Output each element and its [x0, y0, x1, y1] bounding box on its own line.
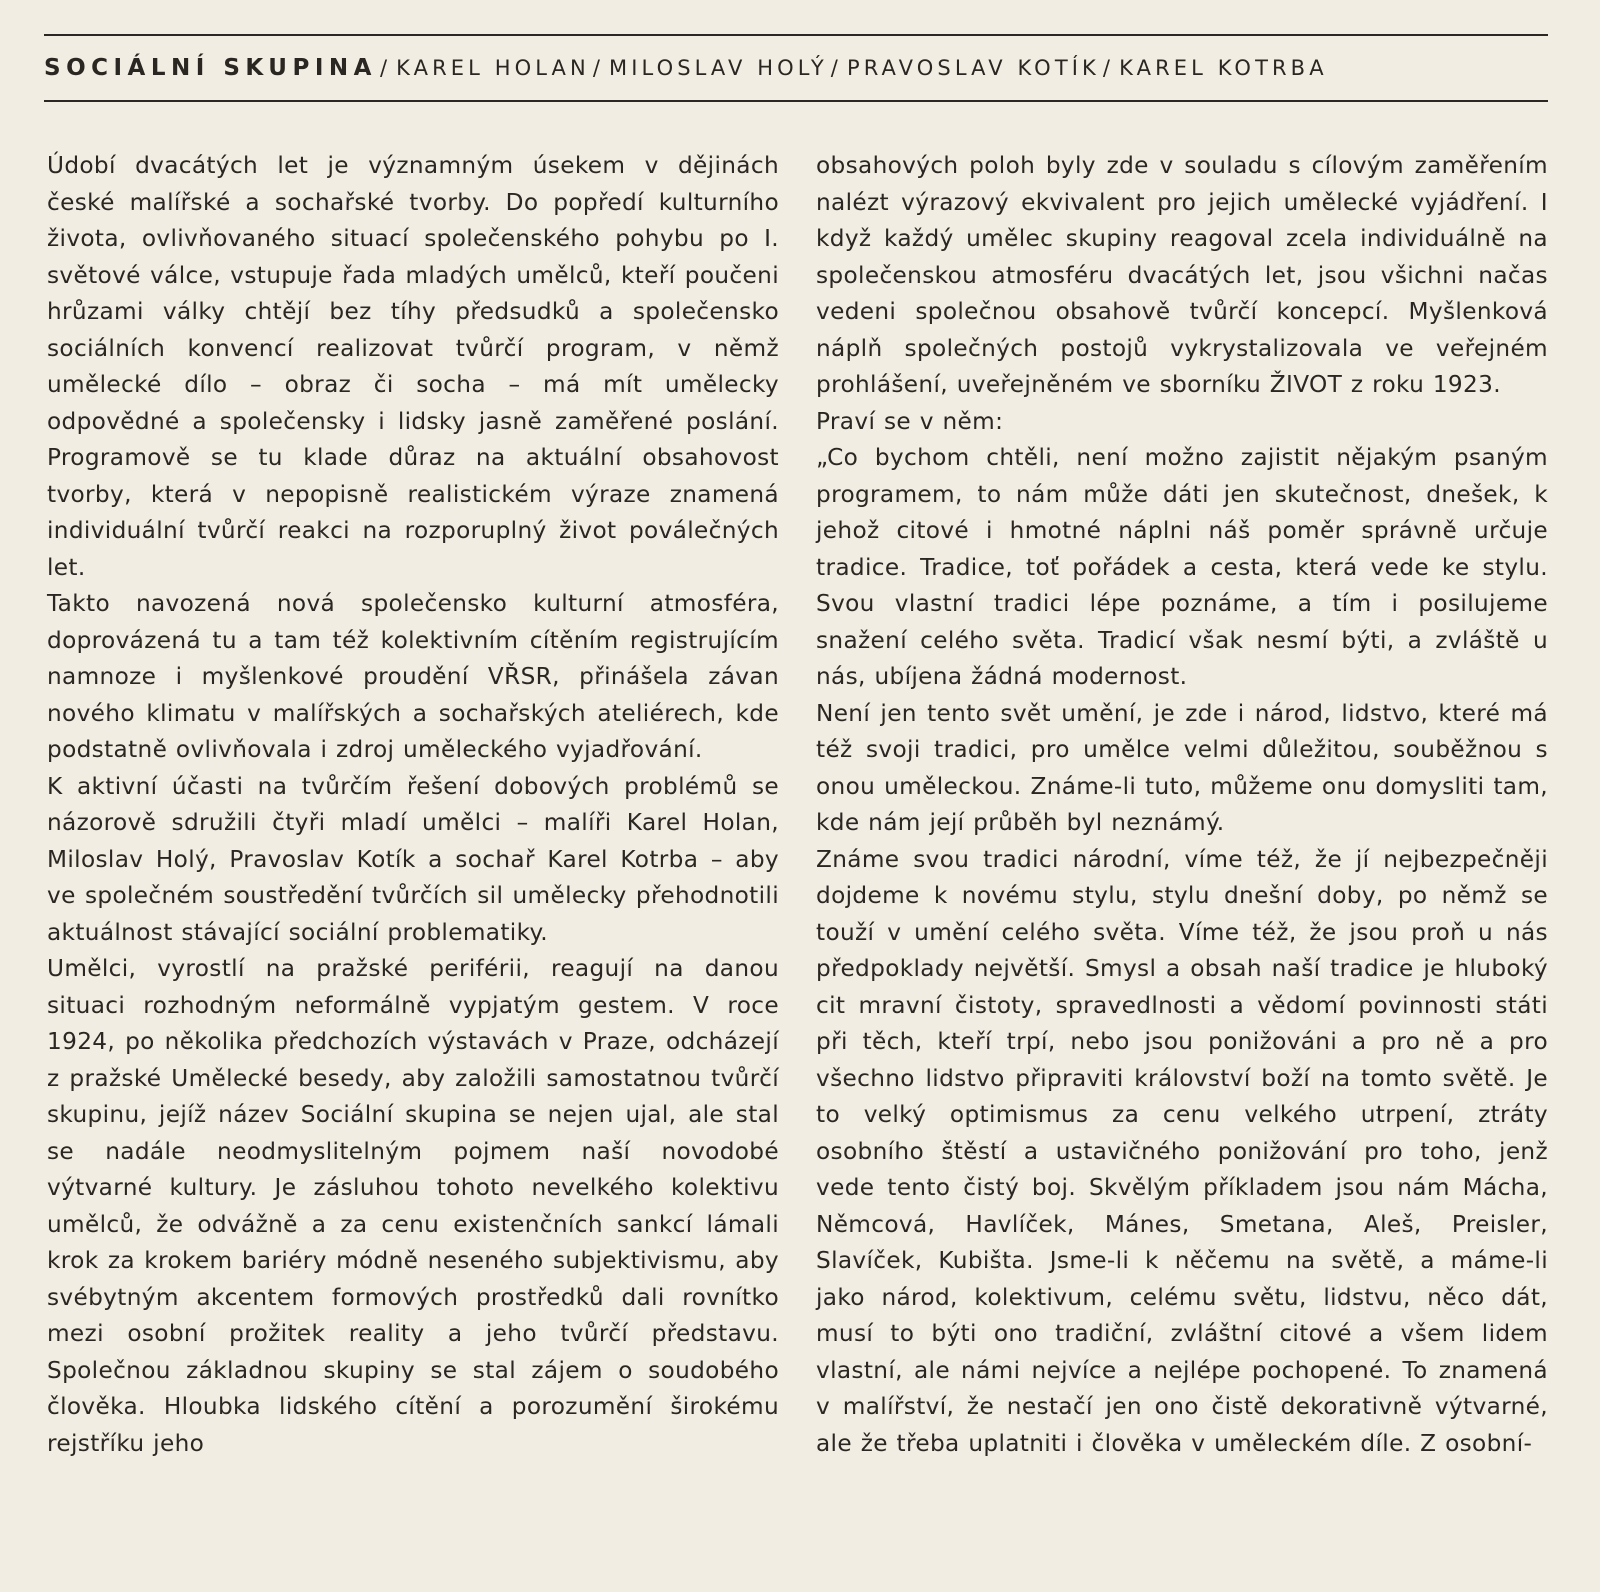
author-name: KAREL KOTRBA: [1119, 56, 1328, 80]
separator: /: [379, 56, 392, 80]
separator: /: [592, 56, 605, 80]
quote-paragraph: „Co bychom chtěli, není možno zajistit nějakým psaným programem, to nám může dáti jen skutečnost, dnešek, k jehož citové i hmotné náplni náš poměr správně určuje tradice. Tradice, toť pořádek a cesta, která vede ke stylu. Svou vlastní tradici lépe poznáme, a tím i posilujeme snažení celého světa. Tradicí však nesmí býti, a zvláště u nás, ubíjena žádná modernost.: [816, 444, 1548, 690]
paragraph: Údobí dvacátých let je významným úsekem v dějinách české malířské a sochařské tvorby. Do popředí kulturního života, ovlivňovaného situací společenského pohybu po I. světové válce, vstupuje řada mladých umělců, kteří poučeni hrůzami války chtějí bez tíhy předsudků a společensko sociálních konvencí realizovat tvůrčí program, v němž umělecké dílo – obraz či socha – má mít umělecky odpovědné a společensky i lidsky jasně zaměřené poslání. Programově se tu klade důraz na aktuální obsahovost tvorby, která v nepopisně realistickém výraze znamená individuální tvůrčí reakci na rozporuplný život poválečných let.: [47, 152, 779, 581]
paragraph: Umělci, vyrostlí na pražské periférii, reagují na danou situaci rozhodným neformálně vypjatým gestem. V roce 1924, po několika předchozích výstavách v Praze, odcházejí z pražské Umělecké besedy, aby založili samostatnou tvůrčí skupinu, jejíž název Sociální skupina se nejen ujal, ale stal se nadále neodmyslitelným pojmem naší novodobé výtvarné kultury. Je zásluhou tohoto nevelkého kolektivu umělců, že odvážně a za cenu existenčních sankcí lámali krok za krokem bariéry módně neseného subjektivismu, aby svébytným akcentem formových prostředků dali rovnítko mezi osobní prožitek reality a jeho tvůrčí představu. Společnou základnou skupiny se stal zájem o soudobého člověka. Hloubka lidského cítění a porozumění širokému rejstříku jeho: [47, 955, 779, 1457]
paragraph: K aktivní účasti na tvůrčím řešení dobových problémů se názorově sdružili čtyři mladí umělci – malíři Karel Holan, Miloslav Holý, Pravoslav Kotík a sochař Karel Kotrba – aby ve společném soustředění tvůrčích sil umělecky přehodnotili aktuálnost stávající sociální problematiky.: [47, 772, 779, 946]
quote-paragraph: Známe svou tradici národní, víme též, že jí nejbezpečněji dojdeme k novému stylu, stylu dnešní doby, po němž se touží v umění celého světa. Víme též, že jsou proň u nás předpoklady největší. Smysl a obsah naší tradice je hluboký cit mravní čistoty, spravedlnosti a vědomí povinnosti státi při těch, kteří trpí, nebo jsou ponižováni a pro ně a pro všechno lidstvo připraviti království boží na tomto světě. Je to velký optimismus za cenu velkého utrpení, ztráty osobního štěstí a ustavičného ponižování pro toho, jenž vede tento čistý boj. Skvělým příkladem jsou nám Mácha, Němcová, Havlíček, Mánes, Smetana, Aleš, Preisler, Slavíček, Kubišta. Jsme-li k něčemu na světě, a máme-li jako národ, kolektivum, celému světu, lidstvu, něco dát, musí to býti ono tradiční, zvláštní citové a všem lidem vlastní, ale námi nejvíce a nejlépe pochopené. To znamená v malířství, že nestačí jen ono čistě dekorativně výtvarné, ale že třeba uplatniti i člověka v uměleckém díle. Z osobní-: [816, 845, 1548, 1457]
paragraph: Praví se v něm:: [816, 407, 1004, 435]
separator: /: [1102, 56, 1115, 80]
right-column: [816, 148, 1548, 1462]
left-column: [47, 148, 779, 1462]
author-name: PRAVOSLAV KOTÍK: [846, 56, 1100, 80]
header-bottom-rule: [44, 100, 1548, 102]
paragraph: obsahových poloh byly zde v souladu s cílovým zaměřením nalézt výrazový ekvivalent pro jejich umělecké vyjádření. I když každý umělec skupiny reagoval zcela individuálně na společenskou atmosféru dvacátých let, jsou všichni načas vedeni společnou obsahově tvůrčí koncepcí. Myšlenková náplň společných postojů vykrystalizovala ve veřejném prohlášení, uveřejněném ve sborníku ŽIVOT z roku 1923.: [816, 152, 1548, 398]
author-name: KAREL HOLAN: [396, 56, 590, 80]
group-title: SOCIÁLNÍ SKUPINA: [44, 55, 377, 81]
header-top-rule: [44, 34, 1548, 36]
separator: /: [830, 56, 842, 80]
quote-paragraph: Není jen tento svět umění, je zde i národ, lidstvo, které má též svoji tradici, pro umělce velmi důležitou, souběžnou s onou uměleckou. Známe-li tuto, můžeme onu domysliti tam, kde nám její průběh byl neznámý.: [816, 699, 1548, 836]
page-header: [44, 52, 1548, 84]
author-name: MILOSLAV HOLÝ: [609, 56, 828, 80]
paragraph: Takto navozená nová společensko kulturní atmosféra, doprovázená tu a tam též kolektivním cítěním registrujícím namnoze i myšlenkové proudění VŘSR, přinášela závan nového klimatu v malířských a sochařských ateliérech, kde podstatně ovlivňovala i zdroj uměleckého vyjadřování.: [47, 590, 779, 763]
